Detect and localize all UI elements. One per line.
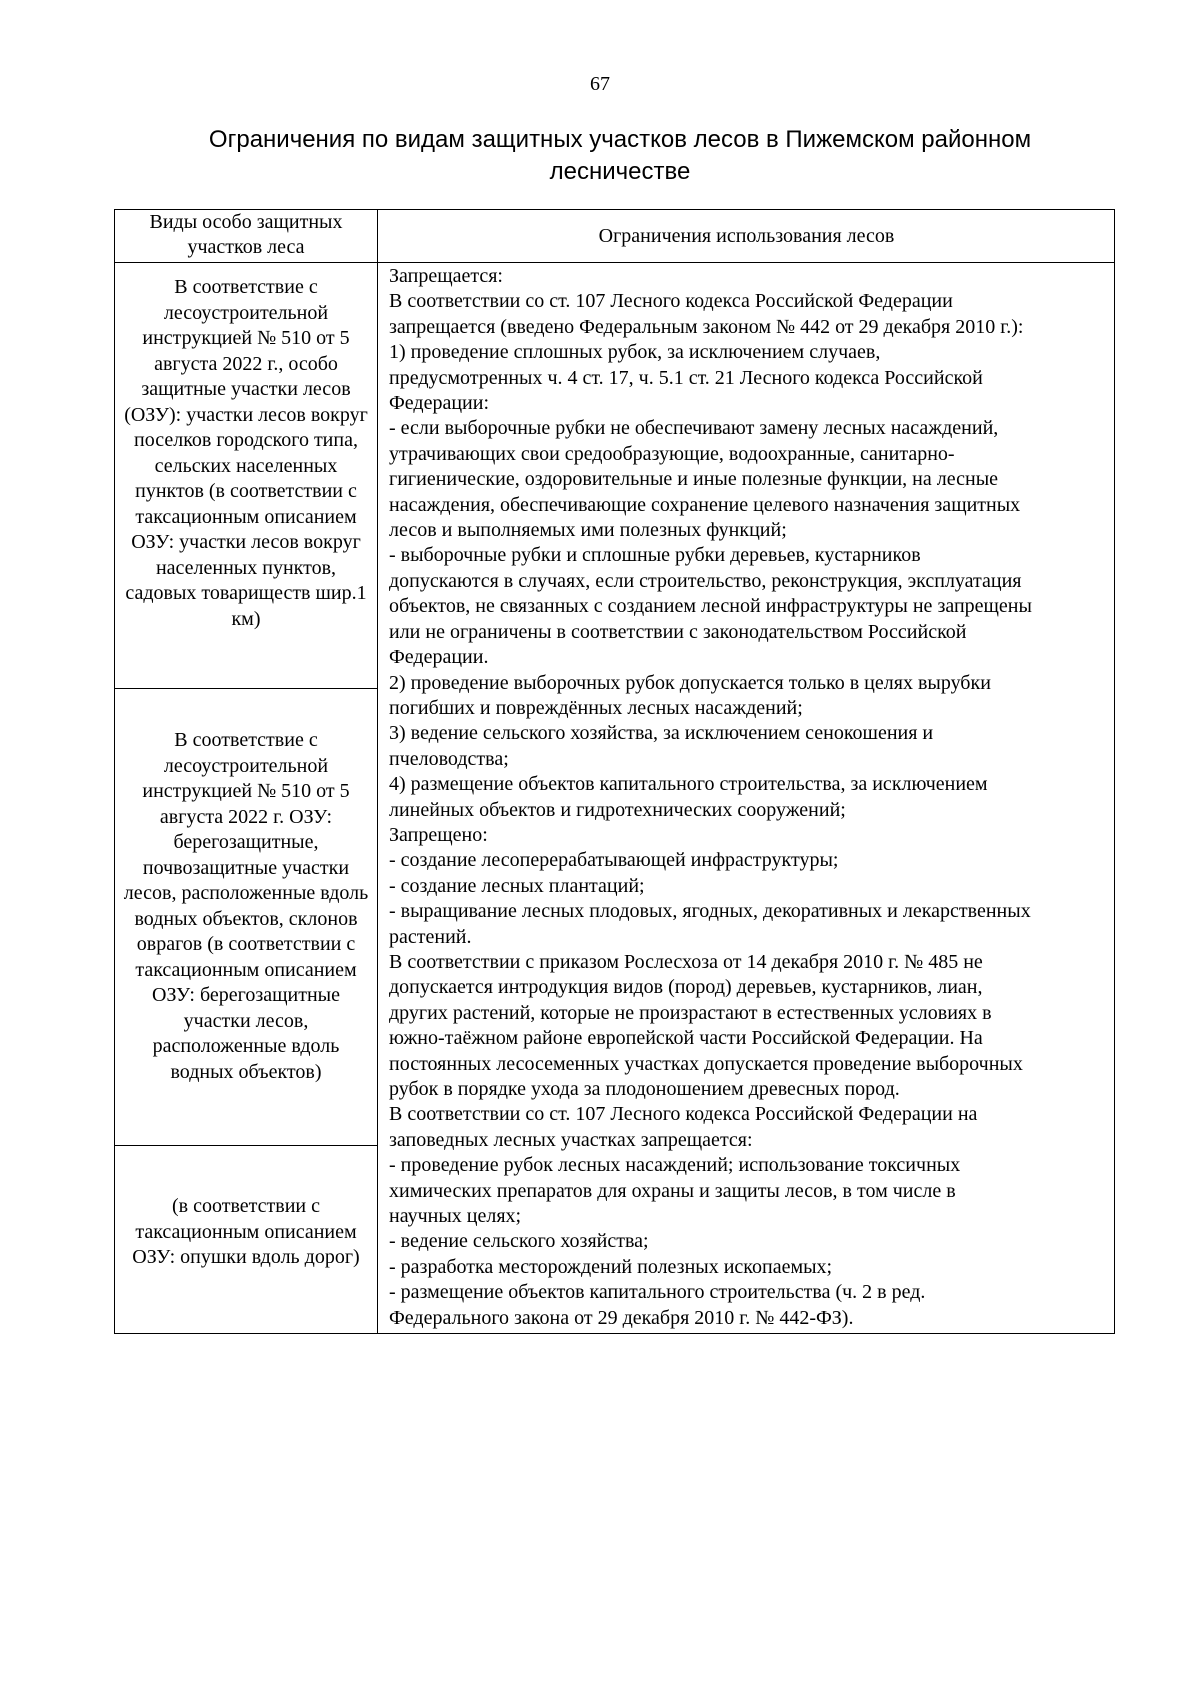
restriction-text-line: растений. <box>389 925 472 948</box>
table-cell-protected-area-type: В соответствие с лесоустроительной инструкцией № 510 от 5 августа 2022 г. ОЗУ: берегозащитные, почвозащитные участки лесов, расположенные вдоль водных объектов, склонов оврагов (в соответствии с таксационным описанием ОЗУ: берегозащитные участки лесов, расположенные вдоль водных объектов) <box>123 729 369 1083</box>
restriction-text-line: - выборочные рубки и сплошные рубки деревьев, кустарников <box>389 544 921 567</box>
restriction-text-line: химических препаратов для охраны и защиты лесов, в том числе в <box>389 1179 956 1202</box>
table-cell-protected-area-type: (в соответствии с таксационным описанием ОЗУ: опушки вдоль дорог) <box>132 1195 360 1268</box>
restriction-text-line: - создание лесоперерабатывающей инфраструктуры; <box>389 849 839 872</box>
restriction-text-line: - проведение рубок лесных насаждений; использование токсичных <box>389 1154 961 1177</box>
restriction-text-line: В соответствии со ст. 107 Лесного кодекса Российской Федерации на <box>389 1103 978 1126</box>
restriction-text-line: постоянных лесосеменных участках допускается проведение выборочных <box>389 1052 1023 1075</box>
restriction-text-line: южно-таёжном районе европейской части Российской Федерации. На <box>389 1027 983 1050</box>
restriction-text-line: Запрещается: <box>389 265 503 287</box>
restriction-text-line: Федерации. <box>389 646 489 669</box>
restriction-text-line: - ведение сельского хозяйства; <box>389 1230 649 1253</box>
restriction-text-line: - создание лесных плантаций; <box>389 874 645 897</box>
restriction-text-line: 2) проведение выборочных рубок допускается только в целях вырубки <box>389 671 991 694</box>
restriction-text-line: насаждения, обеспечивающие сохранение целевого назначения защитных <box>389 493 1021 516</box>
restriction-text-line: 1) проведение сплошных рубок, за исключением случаев, <box>389 341 881 364</box>
restriction-text-line: - разработка месторождений полезных ископаемых; <box>389 1255 833 1278</box>
restriction-text-line: В соответствии со ст. 107 Лесного кодекса Российской Федерации <box>389 290 953 313</box>
restriction-text-line: Запрещено: <box>389 823 488 846</box>
restriction-text-line: - размещение объектов капитального строительства (ч. 2 в ред. <box>389 1281 926 1304</box>
restriction-text-line: гигиенические, оздоровительные и иные полезные функции, на лесные <box>389 468 999 491</box>
restriction-text-line: пчеловодства; <box>389 747 509 770</box>
restriction-text-line: Федерации: <box>389 392 490 415</box>
restriction-text-line: В соответствии с приказом Рослесхоза от 14 декабря 2010 г. № 485 не <box>389 950 983 973</box>
restriction-text-line: допускается интродукция видов (пород) деревьев, кустарников, лиан, <box>389 976 983 999</box>
restriction-text-line: заповедных лесных участках запрещается: <box>389 1128 753 1151</box>
table-row-divider <box>115 688 377 689</box>
restriction-text-line: Федерального закона от 29 декабря 2010 г. № 442-ФЗ). <box>389 1306 854 1329</box>
table-header-divider <box>115 262 1115 263</box>
restriction-text-line: рубок в порядке ухода за плодоношением древесных пород. <box>389 1078 900 1100</box>
restriction-text-line: - выращивание лесных плодовых, ягодных, декоративных и лекарственных <box>389 900 1031 923</box>
table-header-protected-area-types: Виды особо защитных участков леса <box>149 211 343 258</box>
restriction-text-line: научных целях; <box>389 1205 522 1228</box>
restriction-text-line: или не ограничены в соответствии с законодательством Российской <box>389 620 967 643</box>
restriction-text-line: - если выборочные рубки не обеспечивают замену лесных насаждений, <box>389 417 999 440</box>
page-number: 67 <box>590 73 610 95</box>
restriction-text-line: объектов, не связанных с созданием лесной инфраструктуры не запрещены <box>389 595 1032 618</box>
restriction-text-line: предусмотренных ч. 4 ст. 17, ч. 5.1 ст. 21 Лесного кодекса Российской <box>389 366 983 389</box>
restriction-text-line: 3) ведение сельского хозяйства, за исключением сенокошения и <box>389 722 934 745</box>
table-row-divider <box>115 1145 377 1146</box>
restriction-text-line: утрачивающих свои средообразующие, водоохранные, санитарно- <box>389 442 955 465</box>
restriction-text-line: 4) размещение объектов капитального строительства, за исключением <box>389 773 988 796</box>
table-header-forest-use-restrictions: Ограничения использования лесов <box>598 225 895 247</box>
table-cell-restrictions <box>378 264 1115 1331</box>
page-title: Ограничения по видам защитных участков лесов в Пижемском районном лесничестве <box>208 126 1032 185</box>
table-cell-protected-area-type: В соответствие с лесоустроительной инструкцией № 510 от 5 августа 2022 г., особо защитные участки лесов (ОЗУ): участки лесов вокруг поселков городского типа, сельских населенных пунктов (в соответствии с таксационным описанием ОЗУ: участки лесов вокруг населенных пунктов, садовых товариществ шир.1 км) <box>124 276 368 630</box>
restriction-text-line: запрещается (введено Федеральным законом № 442 от 29 декабря 2010 г.): <box>389 315 1024 338</box>
restriction-text-line: погибших и повреждённых лесных насаждений; <box>389 696 803 719</box>
restriction-text-line: линейных объектов и гидротехнических сооружений; <box>389 798 846 821</box>
restriction-text-line: других растений, которые не произрастают в естественных условиях в <box>389 1001 992 1024</box>
restriction-text-line: лесов и выполняемых ими полезных функций; <box>389 519 787 542</box>
restriction-text-line: допускаются в случаях, если строительство, реконструкция, эксплуатация <box>389 569 1022 592</box>
restrictions-table <box>114 209 1115 1334</box>
